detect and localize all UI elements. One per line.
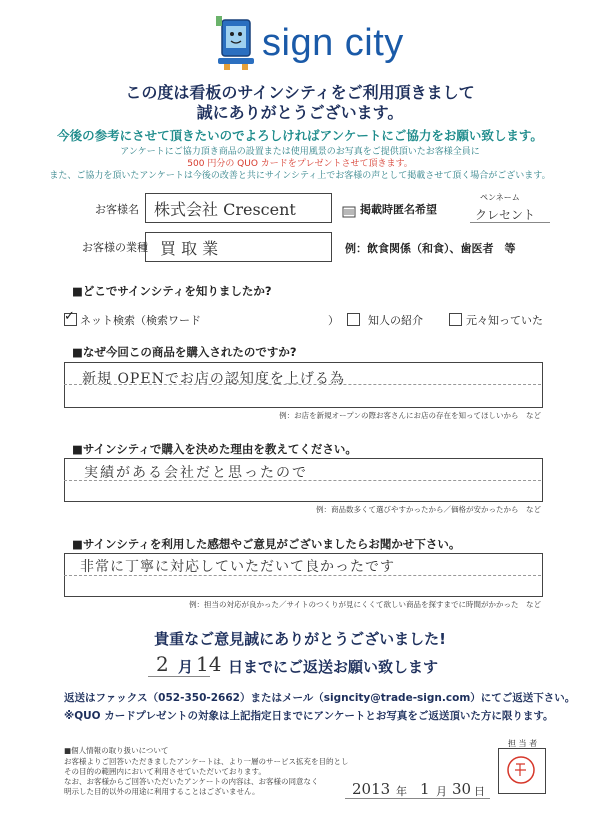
check-box-anonymity[interactable] — [342, 203, 356, 213]
check-mark: ✓ — [64, 309, 75, 324]
option-already-knew: 元々知っていた — [466, 314, 543, 327]
anonymity-label: 掲載時匿名希望 — [360, 203, 437, 216]
staff-seal-stamp — [505, 754, 537, 786]
privacy-line-2: その目的の範囲内において利用させていただいております。 — [64, 767, 266, 776]
quo-note: ※QUO カードプレゼントの対象は上記指定日までにアンケートとお写真をご返送頂いた方に限ります。 — [64, 710, 554, 722]
q2-example: 例：お店を新規オープンの際お客さんにお店の存在を知ってほしいから など — [279, 411, 541, 420]
privacy-line-4: 明示した目的以外の用途に利用することはございません。 — [64, 787, 260, 796]
note-line-1: アンケートにご協力頂き商品の設置または使用風景のお写真をご提供頂いたお客様全員に — [120, 147, 480, 157]
option-net-search: ネット検索（検索ワード — [80, 314, 201, 327]
q4-heading: ■サインシティを利用した感想やご意見がございましたらお聞かせ下さい。 — [72, 537, 461, 551]
header-line-1: この度は看板のサインシティをご利用頂きまして — [125, 83, 475, 102]
header-line-2: 誠にありがとうございます。 — [196, 103, 404, 122]
deadline-month-label: 月 — [178, 658, 194, 676]
date-day-label: 日 — [474, 785, 485, 798]
privacy-title: ■個人情報の取り扱いについて — [64, 746, 169, 755]
privacy-line-1: お客様よりご回答いただきましたアンケートは、より一層のサービス拡充を目的とし — [64, 757, 349, 766]
date-year-label: 年 — [396, 785, 407, 798]
industry-label: お客様の業種 — [82, 241, 148, 254]
q1-heading: ■どこでサインシティを知りましたか? — [72, 284, 272, 298]
pen-name-underline — [470, 222, 550, 223]
q2-answer: 新規 OPENでお店の認知度を上げる為 — [82, 371, 345, 387]
privacy-line-3: なお、お客様からご回答いただいたアンケートの内容は、お客様の同意なく — [64, 777, 319, 786]
staff-label: 担 当 者 — [508, 739, 538, 748]
deadline-day: 14 — [196, 652, 222, 676]
deadline-month: 2 — [156, 652, 169, 676]
checkbox-already-knew[interactable] — [449, 313, 462, 326]
deadline-underline — [148, 676, 210, 677]
sign-city-mascot-logo — [212, 14, 262, 74]
brand-name: sign city — [262, 22, 404, 64]
customer-name-value: 株式会社 Crescent — [154, 200, 296, 219]
deadline-text: 日までにご返送お願い致します — [228, 658, 439, 676]
note-line-3: また、ご協力を頂いたアンケートは今後の改善と共にサインシティ上でお客様の声として掲載させて頂く場合がございます。 — [49, 171, 551, 181]
survey-request: 今後の参考にさせて頂きたいのでよろしければアンケートにご協力をお願い致します。 — [57, 128, 543, 143]
date-underline — [345, 798, 490, 799]
date-month: 1 — [420, 780, 430, 798]
q3-answer: 実績がある会社だと思ったので — [84, 465, 308, 481]
q4-answer: 非常に丁寧に対応していただいて良かったです — [80, 559, 395, 575]
option-referral: 知人の紹介 — [368, 314, 423, 327]
industry-example: 例：飲食関係（和食）、歯医者 等 — [345, 242, 516, 255]
q4-example: 例：担当の対応が良かった／サイトのつくりが見にくくて欲しい商品を探すまでに時間がかかった など — [189, 600, 541, 609]
thanks-message: 貴重なご意見誠にありがとうございました! — [154, 630, 446, 648]
customer-name-label: お客様名 — [95, 203, 139, 216]
q3-heading: ■サインシティで購入を決めた理由を教えてください。 — [72, 442, 357, 456]
date-month-label: 月 — [436, 785, 447, 798]
pen-name-label: ペンネーム — [480, 193, 520, 202]
pen-icon — [342, 206, 356, 218]
q2-heading: ■なぜ今回この商品を購入されたのですか? — [72, 345, 297, 359]
checkbox-referral[interactable] — [347, 313, 360, 326]
return-info: 返送はファックス（052-350-2662）またはメール（signcity@trade-sign.com）にてご返送下さい。 — [64, 692, 576, 704]
q3-example: 例：商品数多くて選びやすかったから／価格が安かったから など — [316, 505, 541, 514]
note-line-2: 500 円分の QUO カードをプレゼントさせて頂きます。 — [187, 159, 413, 169]
pen-name-value: クレセント — [475, 208, 536, 222]
date-year: 2013 — [352, 780, 391, 798]
date-day: 30 — [452, 780, 472, 798]
paren-close: ） — [328, 314, 339, 327]
industry-value: 買 取 業 — [160, 239, 219, 258]
